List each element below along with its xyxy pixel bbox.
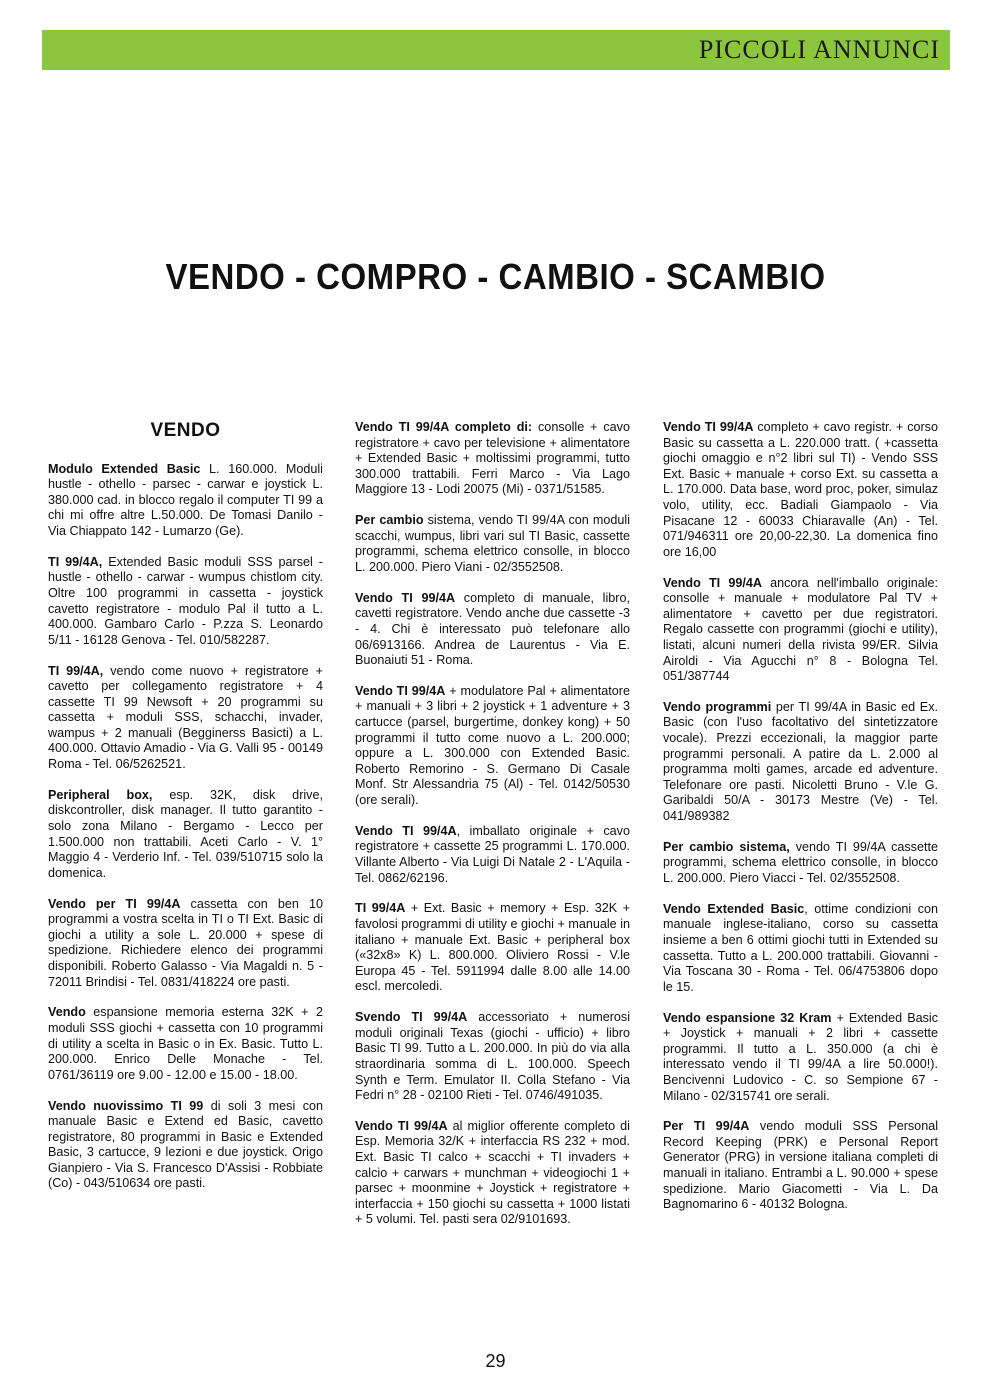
classified-ad bbox=[48, 1005, 323, 1083]
classified-ad bbox=[355, 1119, 630, 1228]
classified-ad bbox=[355, 513, 630, 575]
ad-lead: Per cambio bbox=[355, 513, 424, 528]
ad-lead: Vendo per TI 99/4A bbox=[48, 896, 181, 911]
section-label: PICCOLI ANNUNCI bbox=[698, 35, 940, 64]
ad-lead: TI 99/4A, bbox=[48, 554, 103, 569]
ad-text: completo di manuale, libro, cavetti registratore. Vendo anche due cassette -3 - 4. Chi è interessato può telefonare allo 06/6913166. Andrea de Laurentus - Via E. Buonaiuti 51 - Roma. bbox=[355, 590, 630, 668]
classified-ad bbox=[663, 420, 938, 560]
classified-ad bbox=[663, 576, 938, 685]
classified-ad bbox=[355, 824, 630, 886]
classified-ad bbox=[663, 700, 938, 825]
classified-ad bbox=[48, 555, 323, 649]
ad-text: al miglior offerente completo di Esp. Memoria 32/K + interfaccia RS 232 + mod. Ext. Basic TI calco + scacchi + TI invaders + calcio + carwars + munchman + videogiochi 1 + parsec + moonmine + Joystick + registratore + interfaccia + 150 giochi su cassetta + 1000 listati + 5 volumi. Tel. pasti sera 02/9101693. bbox=[355, 1118, 630, 1227]
ad-text: di soli 3 mesi con manuale Basic e Extend ed Basic, cavetto registratore, 80 programmi in Basic e Extended Basic, 3 cartucce, 9 lezioni e due joystick. Origo Gianpiero - Via S. Francesco D'Assisi - Robbiate (Co) - 043/510634 ore pasti. bbox=[48, 1098, 324, 1191]
classified-ad bbox=[355, 591, 630, 669]
classified-ad bbox=[663, 902, 938, 996]
classified-ad bbox=[355, 684, 630, 809]
classified-ad bbox=[663, 1011, 938, 1105]
ad-text: cassetta con ben 10 programmi a vostra scelta in TI o TI Ext. Basic di giochi a utility a sole L. 20.000 + spese di spedizione. Richiedere elenco dei programmi disponibili. Roberto Galasso - Via Magaldi n. 5 - 72011 Brindisi - Tel. 0831/418224 ore pasti. bbox=[48, 896, 323, 989]
ad-text: , imballato originale + cavo registratore + cassette 25 programmi L. 170.000. Villante Alberto - Via Luigi Di Natale 2 - L'Aquila - Tel. 0862/62196. bbox=[355, 823, 630, 885]
ad-lead: Vendo espansione 32 Kram bbox=[663, 1010, 832, 1025]
ad-lead: Vendo TI 99/4A bbox=[663, 575, 762, 590]
classified-ad bbox=[48, 788, 323, 882]
classified-ad bbox=[355, 1010, 630, 1104]
column-1 bbox=[48, 420, 323, 1207]
ad-lead: Vendo programmi bbox=[663, 699, 772, 714]
ad-text: completo + cavo registr. + corso Basic su cassetta a L. 220.000 tratt. ( +cassetta giochi omaggio e n°2 libri sul TI) - Vendo SSS Ext. Basic + manuale + corso Ext. su cassetta a L. 170.000. Data base, word proc, poker, simulaz volo, utility, ecc. Badiali Giampaolo - Via Pisacane 12 - 60033 Chiaravalle (An) - Tel. 071/946311 ore 20,00-22,30. La domenica fino ore 16,00 bbox=[663, 420, 938, 559]
classified-ad bbox=[48, 664, 323, 773]
ad-lead: TI 99/4A, bbox=[48, 663, 104, 678]
ad-text: + Ext. Basic + memory + Esp. 32K + favolosi programmi di utility e giochi + manuale in italiano + manuale Ext. Basic + peripheral box («32x8» K) L. 800.000. Oliviero Rossi - V.le Europa 45 - Tel. 5911994 dalle 8.00 alle 14.00 escl. mercoledi. bbox=[355, 901, 630, 994]
ad-text: Extended Basic moduli SSS parsel - hustle - othello - carwar - wumpus chistlom city. Oltre 100 programmi in cassetta - joystick cavetto registratore - modulo Pal il tutto a L. 400.000. Gambaro Carlo - P.zza S. Leonardo 5/11 - 16128 Genova - Tel. 010/582287. bbox=[48, 554, 323, 647]
classified-ad bbox=[663, 840, 938, 887]
section-header-bar bbox=[42, 30, 950, 70]
ad-lead: Vendo TI 99/4A bbox=[355, 1118, 448, 1133]
ad-text: + modulatore Pal + alimentatore + manuali + 3 libri + 2 joystick + 1 adventure + 3 cartucce (parsel, burgertime, donkey kong) + 50 programmi il tutto come nuovo a L. 200.000; oppure a L. 300.000 con Extended Basic. Roberto Remorino - S. Germano Di Casale Monf. Str Alessandria 75 (Al) - Tel. 0142/50530 (ore serali). bbox=[355, 683, 630, 808]
ad-lead: Vendo TI 99/4A bbox=[355, 823, 457, 838]
ad-text: sistema, vendo TI 99/4A con moduli scacchi, wumpus, libri vari sul TI Basic, cassette programmi, schema elettrico consolle, in blocco L. 200.000. Piero Viani - 02/3552508. bbox=[355, 513, 630, 574]
ad-lead: Vendo TI 99/4A bbox=[355, 590, 456, 605]
page-title: VENDO - COMPRO - CAMBIO - SCAMBIO bbox=[165, 256, 826, 297]
ad-text: esp. 32K, disk drive, diskcontroller, disk manager. Il tutto garantito - solo zona Milano - Bergamo - Lecco per 1.500.000 non trattabili. Aceti Carlo - V. 1° Maggio 4 - Verderio Inf. - Tel. 039/510715 solo la domenica. bbox=[48, 787, 323, 880]
ad-text: L. 160.000. Moduli hustle - othello - parsec - carwar e joystick L. 380.000 cad. in blocco regalo il computer TI 99 a chi mi offre altre L.50.000. De Tomasi Danilo - Via Chiappato 142 - Lumarzo (Ge). bbox=[48, 461, 323, 538]
ad-lead: TI 99/4A bbox=[355, 901, 406, 916]
ad-lead: Vendo TI 99/4A bbox=[355, 683, 446, 698]
section-heading: VENDO bbox=[150, 420, 221, 441]
ad-text: consolle + cavo registratore + cavo per televisione + alimentatore + Extended Basic + moltissimi programmi, tutto 300.000 trattabili. Ferri Marco - Via Lago Maggiore 13 - Lodi 20075 (Mi) - 0371/51585. bbox=[355, 420, 630, 497]
classified-ad bbox=[355, 901, 630, 995]
ad-lead: Per cambio sistema, bbox=[663, 839, 790, 854]
classified-ad bbox=[355, 420, 630, 498]
ad-lead: Vendo nuovissimo TI 99 bbox=[48, 1098, 204, 1113]
column-3 bbox=[663, 420, 938, 1228]
ad-text: vendo TI 99/4A cassette programmi, schema elettrico consolle, in blocco L. 200.000. Piero Viacci - Tel. 02/3552508. bbox=[663, 839, 938, 885]
classified-ad bbox=[663, 1119, 938, 1213]
ad-text: espansione memoria esterna 32K + 2 moduli SSS giochi + cassetta con 10 programmi di utility a scelta in Basic o in Ex. Basic. Tutto L. 200.000. Enrico Delle Monache - Tel. 0761/36119 ore 9.00 - 12.00 e 15.00 - 18.00. bbox=[48, 1005, 323, 1082]
ad-text: accessoriato + numerosi moduli originali Texas (giochi - ufficio) + libro Basic TI 99. Tutto a L. 200.000. In più do via alla straordinaria somma di L. 100.000. Speech Synth e Term. Emulator II. Colla Stefano - Via Fedri n° 28 - 02100 Rieti - Tel. 0746/491035. bbox=[355, 1010, 630, 1103]
column-2 bbox=[355, 420, 630, 1243]
ad-lead: Vendo TI 99/4A completo di: bbox=[355, 420, 533, 434]
ad-text: vendo moduli SSS Personal Record Keeping (PRK) e Personal Report Generator (PRG) in versione italiana completi di manuali in italiano. Entrambi a L. 90.000 + spese spedizione. Mario Giacometti - Via L. Da Bagnomarino 6 - 40132 Bologna. bbox=[663, 1119, 938, 1212]
classified-ad bbox=[48, 462, 323, 540]
ad-lead: Vendo TI 99/4A bbox=[663, 420, 754, 434]
ad-text: + Extended Basic + Joystick + manuali + 2 libri + cassette programmi. Il tutto a L. 350.000 (a chi è interessato vendo il TI 99/4A a lire 50.000!). Bencivenni Ludovico - C. so Sempione 67 - Milano - 02/315741 ore serali. bbox=[663, 1010, 938, 1103]
page-number: 29 bbox=[485, 1351, 506, 1371]
ad-lead: Svendo TI 99/4A bbox=[355, 1010, 468, 1025]
classified-ad bbox=[48, 1099, 323, 1193]
ad-text: per TI 99/4A in Basic ed Ex. Basic (con l'uso facoltativo del sintetizzatore vocale). Prezzi eccezionali, la maggior parte programmi personali. A patire da L. 2.000 al programma molti games, arcade ed adventure. Telefonare ore pasti. Nicoletti Bruno - V.le G. Garibaldi 50/A - 30173 Mestre (Ve) - Tel. 041/989382 bbox=[663, 699, 938, 824]
ad-text: ancora nell'imballo originale: consolle + manuale + modulatore Pal TV + alimentatore + cavetto per due registratori. Regalo cassette con programmi (giochi e utility), listati, alcuni numeri della rivista 99/ER. Silvia Airoldi - Via Agucchi n° 8 - Bologna Tel. 051/387744 bbox=[663, 575, 939, 684]
classified-ad bbox=[48, 897, 323, 991]
ad-lead: Vendo Extended Basic bbox=[663, 901, 805, 916]
ad-text: vendo come nuovo + registratore + cavetto per collegamento registratore + 4 cassette TI 99 Newsoft + 20 programmi su cassetta + moduli SSS, schacchi, invader, wampus + 2 manuali (Begginerss Basicti) a L. 400.000. Ottavio Amadio - Via G. Valli 95 - 00149 Roma - Tel. 06/5262521. bbox=[48, 663, 323, 772]
ad-lead: Vendo bbox=[48, 1005, 86, 1020]
ad-lead: Peripheral box, bbox=[48, 787, 153, 802]
ad-lead: Modulo Extended Basic bbox=[48, 461, 201, 476]
ad-text: , ottime condizioni con manuale inglese-italiano, corso su cassetta insieme a ben 6 ottimi giochi tutti in Extended su cassetta. Tutto a L. 200.000 trattabili. Giovanni - Via Toscana 30 - Roma - Tel. 06/4753806 dopo le 15. bbox=[663, 901, 938, 994]
ad-lead: Per TI 99/4A bbox=[663, 1119, 750, 1134]
